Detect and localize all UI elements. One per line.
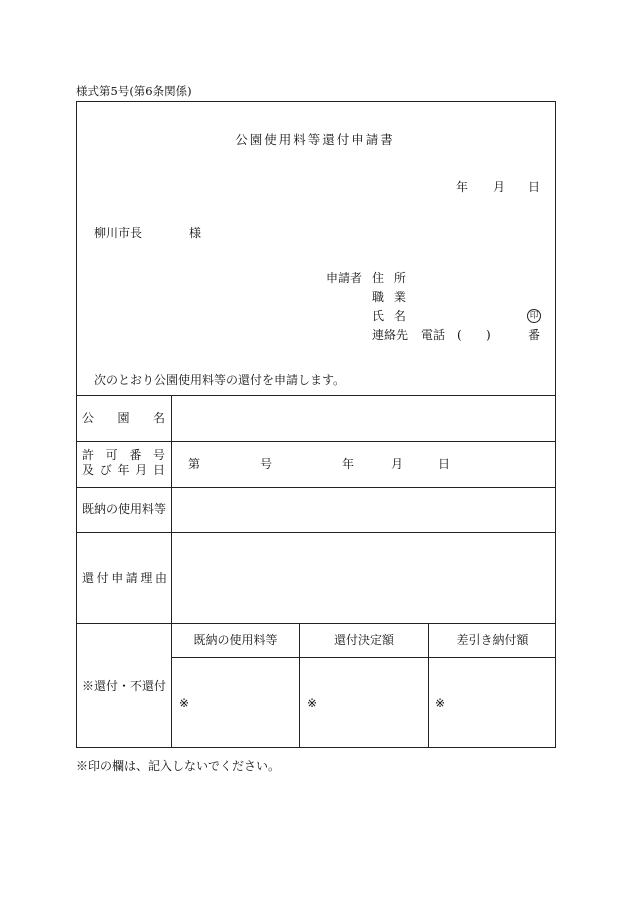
permit-char: 番 [129,448,142,462]
table-line [76,487,556,488]
footnote: ※印の欄は、記入しないでください。 [76,759,281,773]
permit-char: 及 [82,463,95,477]
park-name-char: 名 [152,411,165,425]
permit-label-line1 [82,449,165,461]
park-name-char: 公 [82,411,95,425]
permit-month-label: 月 [391,457,404,471]
office-use-mark: ※ [179,696,190,710]
date-year-label: 年 [456,180,469,194]
permit-go-label: 号 [260,457,273,471]
table-line [171,395,172,748]
applicant-name-label: 氏 名 [372,309,406,323]
permit-char: 年 [117,463,130,477]
seal-mark-text: 印 [529,310,539,321]
paid-fee-label: 既納の使用料等 [82,502,167,516]
phone-paren-close: ) [486,328,491,342]
permit-char: 可 [105,448,118,462]
applicant-address-label: 住 所 [372,271,406,285]
park-name-char: 園 [117,411,130,425]
applicant-contact-label: 連絡先 [372,328,409,342]
refund-status-label: ※還付・不還付 [82,679,167,693]
table-line [76,441,556,442]
office-use-mark: ※ [307,696,318,710]
paid-fee-subheader: 既納の使用料等 [193,633,278,647]
permit-char: び [99,463,112,477]
table-line [76,623,556,624]
balance-due-subheader: 差引き納付額 [456,633,529,647]
refund-reason-label: 還付申請理由 [82,571,170,585]
permit-dai-label: 第 [188,457,201,471]
document-title: 公園使用料等還付申請書 [235,132,395,147]
table-line [76,532,556,533]
refund-decided-subheader: 還付決定額 [333,633,394,647]
form-number-label: 様式第5号(第6条関係) [76,84,192,98]
date-month-label: 月 [493,180,506,194]
permit-day-label: 日 [438,457,451,471]
permit-char: 月 [135,463,148,477]
applicant-heading: 申請者 [326,271,363,285]
phone-number-suffix: 番 [528,328,541,342]
phone-paren-open: ( [457,328,462,342]
applicant-occupation-label: 職 業 [372,290,406,304]
intro-statement: 次のとおり公園使用料等の還付を申請します。 [94,373,346,387]
permit-char: 日 [152,463,165,477]
table-line [171,657,556,658]
addressee-name: 柳川市長 [94,226,143,240]
seal-mark-icon [527,309,541,323]
form-frame [76,101,556,748]
table-line [76,395,556,396]
date-day-label: 日 [528,180,541,194]
office-use-mark: ※ [435,696,446,710]
permit-char: 号 [152,448,165,462]
permit-label-line2 [82,464,165,476]
permit-char: 許 [82,448,95,462]
park-name-label [82,412,165,424]
addressee-honorific: 様 [189,226,202,240]
permit-year-label: 年 [342,457,355,471]
applicant-phone-label: 電話 [421,328,446,342]
